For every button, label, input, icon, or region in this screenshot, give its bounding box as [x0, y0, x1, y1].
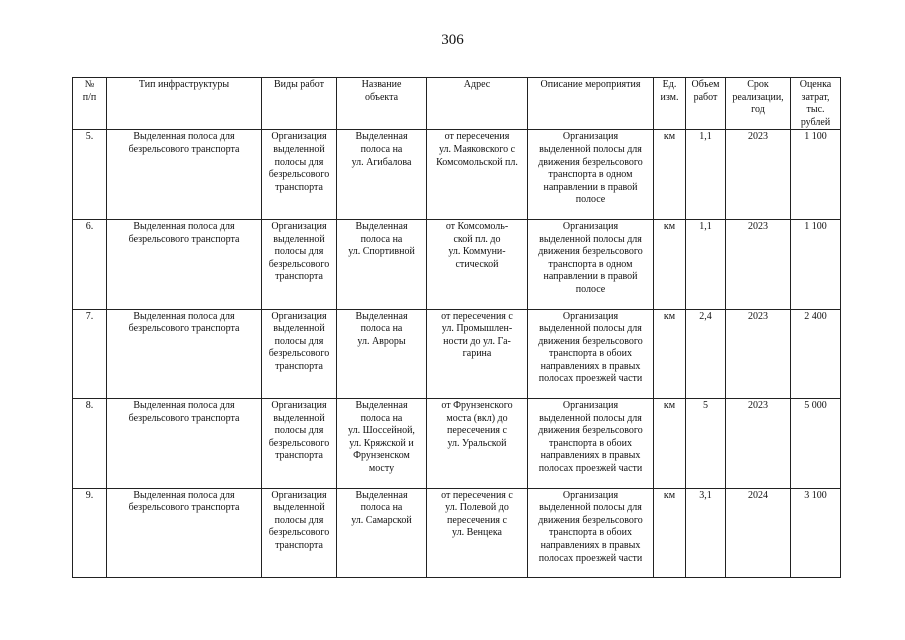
cell-year: 2023 [726, 309, 791, 399]
cell-work-type: Организация выделенной полосы для безрельсового транспорта [262, 488, 337, 578]
cell-number: 9. [73, 488, 107, 578]
table-row [73, 488, 841, 578]
cell-unit: км [654, 488, 686, 578]
cell-address: от Комсомоль- ской пл. до ул. Коммуни- стической [427, 219, 528, 309]
cell-cost: 2 400 [791, 309, 841, 399]
cell-unit: км [654, 130, 686, 220]
table-row [73, 219, 841, 309]
cell-volume: 1,1 [686, 219, 726, 309]
table-header-row [73, 78, 841, 130]
cell-description: Организация выделенной полосы для движения безрельсового транспорта в одном направлении в правой полосе [528, 219, 654, 309]
cell-unit: км [654, 219, 686, 309]
cell-description: Организация выделенной полосы для движения безрельсового транспорта в одном направлении в правой полосе [528, 130, 654, 220]
header-number: № п/п [73, 78, 107, 130]
cell-cost: 1 100 [791, 130, 841, 220]
cell-year: 2023 [726, 130, 791, 220]
cell-address: от Фрунзенского моста (вкл) до пересечения с ул. Уральской [427, 399, 528, 489]
header-cost: Оценка затрат, тыс. рублей [791, 78, 841, 130]
cell-volume: 5 [686, 399, 726, 489]
cell-object-name: Выделенная полоса на ул. Авроры [337, 309, 427, 399]
cell-object-name: Выделенная полоса на ул. Шоссейной, ул. Кряжской и Фрунзенском мосту [337, 399, 427, 489]
cell-year: 2023 [726, 219, 791, 309]
page-number: 306 [441, 32, 464, 48]
cell-infrastructure-type: Выделенная полоса для безрельсового транспорта [107, 219, 262, 309]
header-volume: Объем работ [686, 78, 726, 130]
header-unit: Ед. изм. [654, 78, 686, 130]
header-period: Срок реализации, год [726, 78, 791, 130]
cell-work-type: Организация выделенной полосы для безрельсового транспорта [262, 219, 337, 309]
cell-volume: 2,4 [686, 309, 726, 399]
cell-infrastructure-type: Выделенная полоса для безрельсового транспорта [107, 488, 262, 578]
table-row [73, 130, 841, 220]
cell-cost: 5 000 [791, 399, 841, 489]
cell-infrastructure-type: Выделенная полоса для безрельсового транспорта [107, 309, 262, 399]
cell-address: от пересечения с ул. Полевой до пересечения с ул. Венцека [427, 488, 528, 578]
cell-year: 2023 [726, 399, 791, 489]
cell-description: Организация выделенной полосы для движения безрельсового транспорта в обоих направлениях в правых полосах проезжей части [528, 399, 654, 489]
header-object-name: Название объекта [337, 78, 427, 130]
cell-volume: 1,1 [686, 130, 726, 220]
cell-infrastructure-type: Выделенная полоса для безрельсового транспорта [107, 399, 262, 489]
cell-address: от пересечения ул. Маяковского с Комсомольской пл. [427, 130, 528, 220]
cell-number: 8. [73, 399, 107, 489]
header-work-types: Виды работ [262, 78, 337, 130]
cell-work-type: Организация выделенной полосы для безрельсового транспорта [262, 399, 337, 489]
cell-unit: км [654, 399, 686, 489]
cell-infrastructure-type: Выделенная полоса для безрельсового транспорта [107, 130, 262, 220]
table-row [73, 399, 841, 489]
cell-unit: км [654, 309, 686, 399]
header-description: Описание мероприятия [528, 78, 654, 130]
cell-volume: 3,1 [686, 488, 726, 578]
cell-work-type: Организация выделенной полосы для безрельсового транспорта [262, 309, 337, 399]
cell-cost: 1 100 [791, 219, 841, 309]
cell-object-name: Выделенная полоса на ул. Самарской [337, 488, 427, 578]
infrastructure-table [72, 77, 841, 578]
cell-number: 5. [73, 130, 107, 220]
cell-object-name: Выделенная полоса на ул. Агибалова [337, 130, 427, 220]
cell-address: от пересечения с ул. Промышлен- ности до ул. Га- гарина [427, 309, 528, 399]
cell-object-name: Выделенная полоса на ул. Спортивной [337, 219, 427, 309]
cell-cost: 3 100 [791, 488, 841, 578]
cell-work-type: Организация выделенной полосы для безрельсового транспорта [262, 130, 337, 220]
cell-number: 7. [73, 309, 107, 399]
header-infrastructure-type: Тип инфраструктуры [107, 78, 262, 130]
cell-year: 2024 [726, 488, 791, 578]
cell-description: Организация выделенной полосы для движения безрельсового транспорта в обоих направлениях в правых полосах проезжей части [528, 309, 654, 399]
cell-description: Организация выделенной полосы для движения безрельсового транспорта в обоих направлениях в правых полосах проезжей части [528, 488, 654, 578]
table-row [73, 309, 841, 399]
header-address: Адрес [427, 78, 528, 130]
cell-number: 6. [73, 219, 107, 309]
